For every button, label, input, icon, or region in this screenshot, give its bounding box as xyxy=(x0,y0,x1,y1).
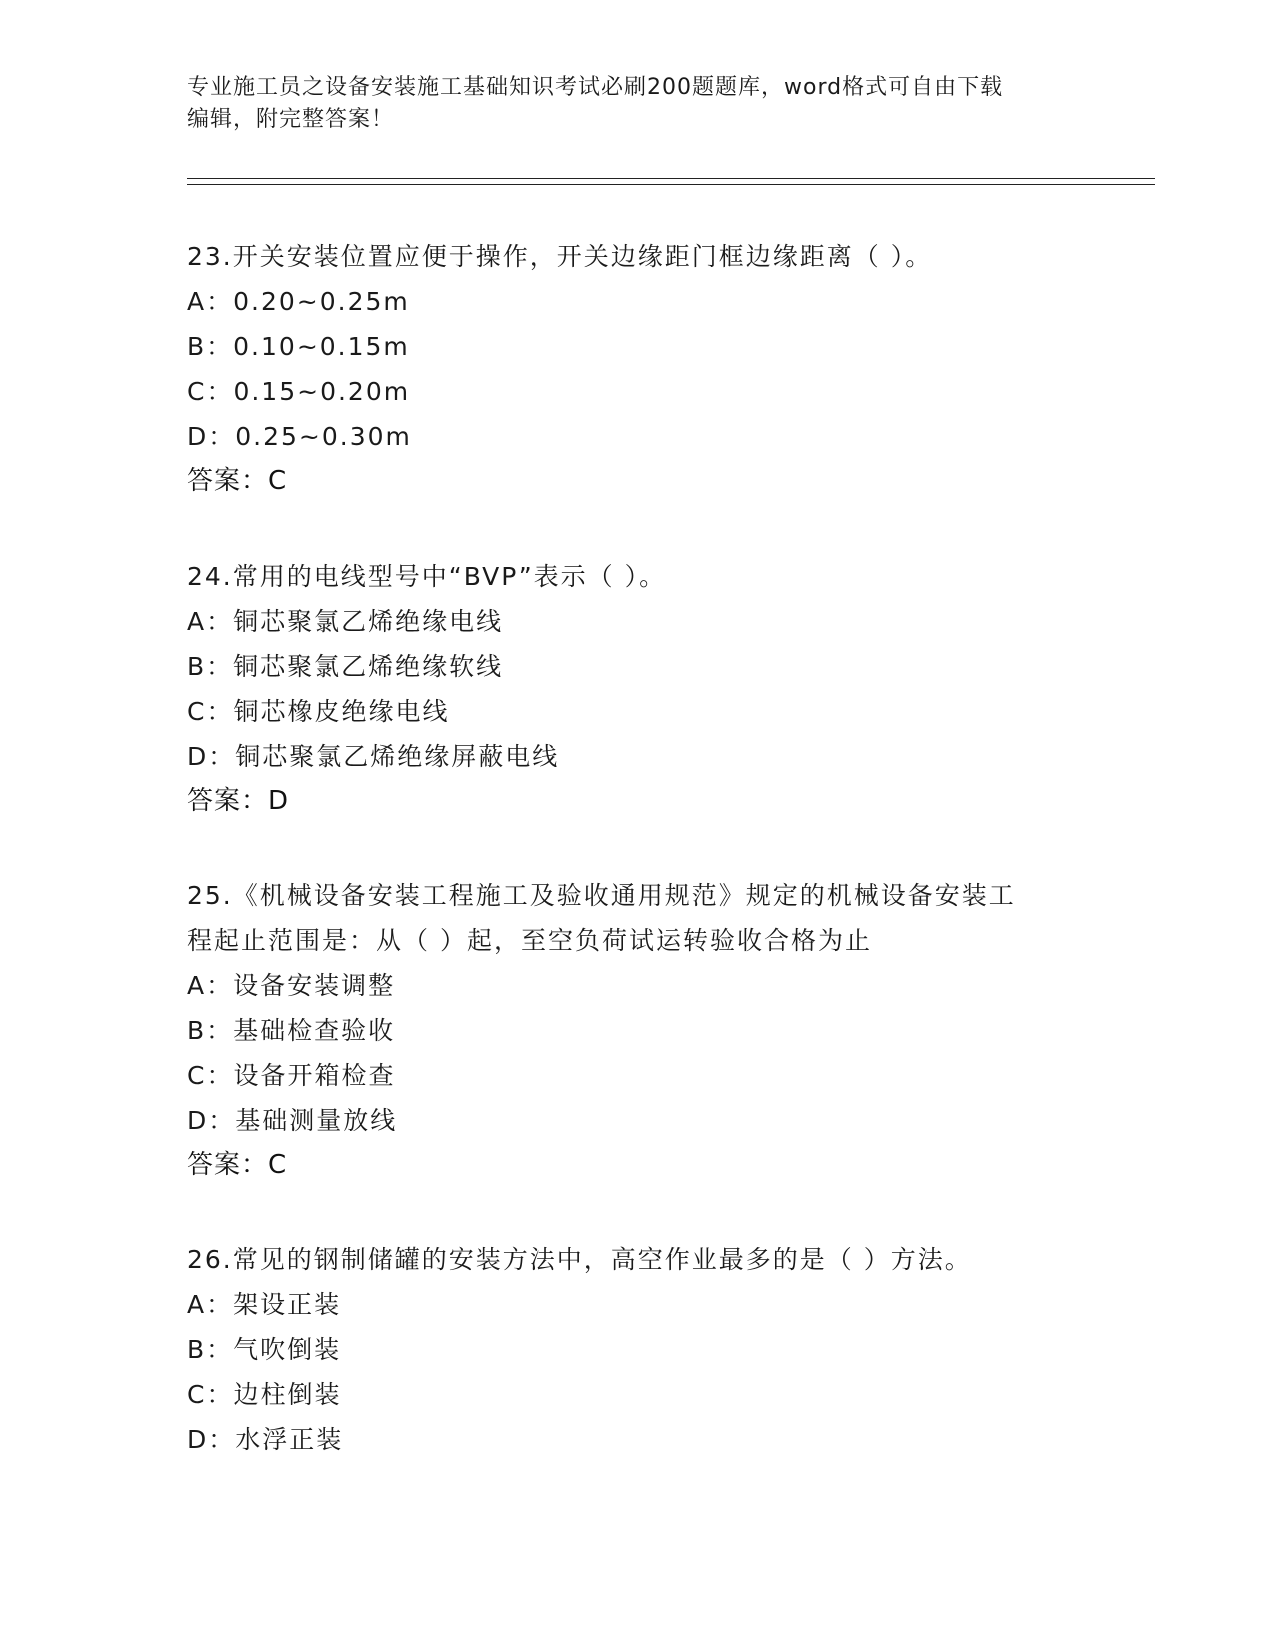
option-d: D：铜芯聚氯乙烯绝缘屏蔽电线 xyxy=(187,742,560,771)
header-title-line2: 编辑，附完整答案！ xyxy=(187,107,395,132)
document-header xyxy=(187,72,1087,136)
answer-line xyxy=(187,1143,1087,1188)
question-25 xyxy=(187,873,1087,1188)
option-b: B：气吹倒装 xyxy=(187,1335,342,1364)
answer-label: 答案： xyxy=(187,1150,269,1180)
option-b: B：基础检查验收 xyxy=(187,1016,396,1045)
option-d: D：0.25~0.30m xyxy=(187,422,412,451)
question-stem: 24.常用的电线型号中“BVP”表示（ ）。 xyxy=(187,562,667,591)
option-c: C：铜芯橡皮绝缘电线 xyxy=(187,697,450,726)
header-divider-bottom xyxy=(187,184,1155,185)
option-d: D：基础测量放线 xyxy=(187,1106,398,1135)
option-a: A：0.20~0.25m xyxy=(187,287,410,316)
question-24 xyxy=(187,554,1087,824)
answer-line xyxy=(187,459,1087,504)
option-c: C：边柱倒装 xyxy=(187,1380,342,1409)
answer-label: 答案： xyxy=(187,786,269,816)
option-a: A：铜芯聚氯乙烯绝缘电线 xyxy=(187,607,504,636)
question-23 xyxy=(187,234,1087,504)
question-stem: 26.常见的钢制储罐的安装方法中，高空作业最多的是（ ）方法。 xyxy=(187,1245,972,1274)
option-a: A：设备安装调整 xyxy=(187,971,396,1000)
question-stem-line2: 程起止范围是：从（ ）起，至空负荷试运转验收合格为止 xyxy=(187,926,872,955)
answer-value: C xyxy=(268,1150,287,1180)
header-title-line1: 专业施工员之设备安装施工基础知识考试必刷200题题库，word格式可自由下载 xyxy=(187,75,1004,100)
answer-line xyxy=(187,779,1087,824)
option-c: C：设备开箱检查 xyxy=(187,1061,396,1090)
question-stem: 23.开关安装位置应便于操作，开关边缘距门框边缘距离（ ）。 xyxy=(187,242,933,271)
answer-value: D xyxy=(268,786,289,816)
option-d: D：水浮正装 xyxy=(187,1425,344,1454)
answer-label: 答案： xyxy=(187,466,269,496)
option-a: A：架设正装 xyxy=(187,1290,342,1319)
option-c: C：0.15~0.20m xyxy=(187,377,411,406)
answer-value: C xyxy=(268,466,287,496)
option-b: B：铜芯聚氯乙烯绝缘软线 xyxy=(187,652,504,681)
option-b: B：0.10~0.15m xyxy=(187,332,410,361)
question-26 xyxy=(187,1237,1087,1462)
question-stem-line1: 25.《机械设备安装工程施工及验收通用规范》规定的机械设备安装工 xyxy=(187,881,1016,910)
header-divider-top xyxy=(187,178,1155,179)
